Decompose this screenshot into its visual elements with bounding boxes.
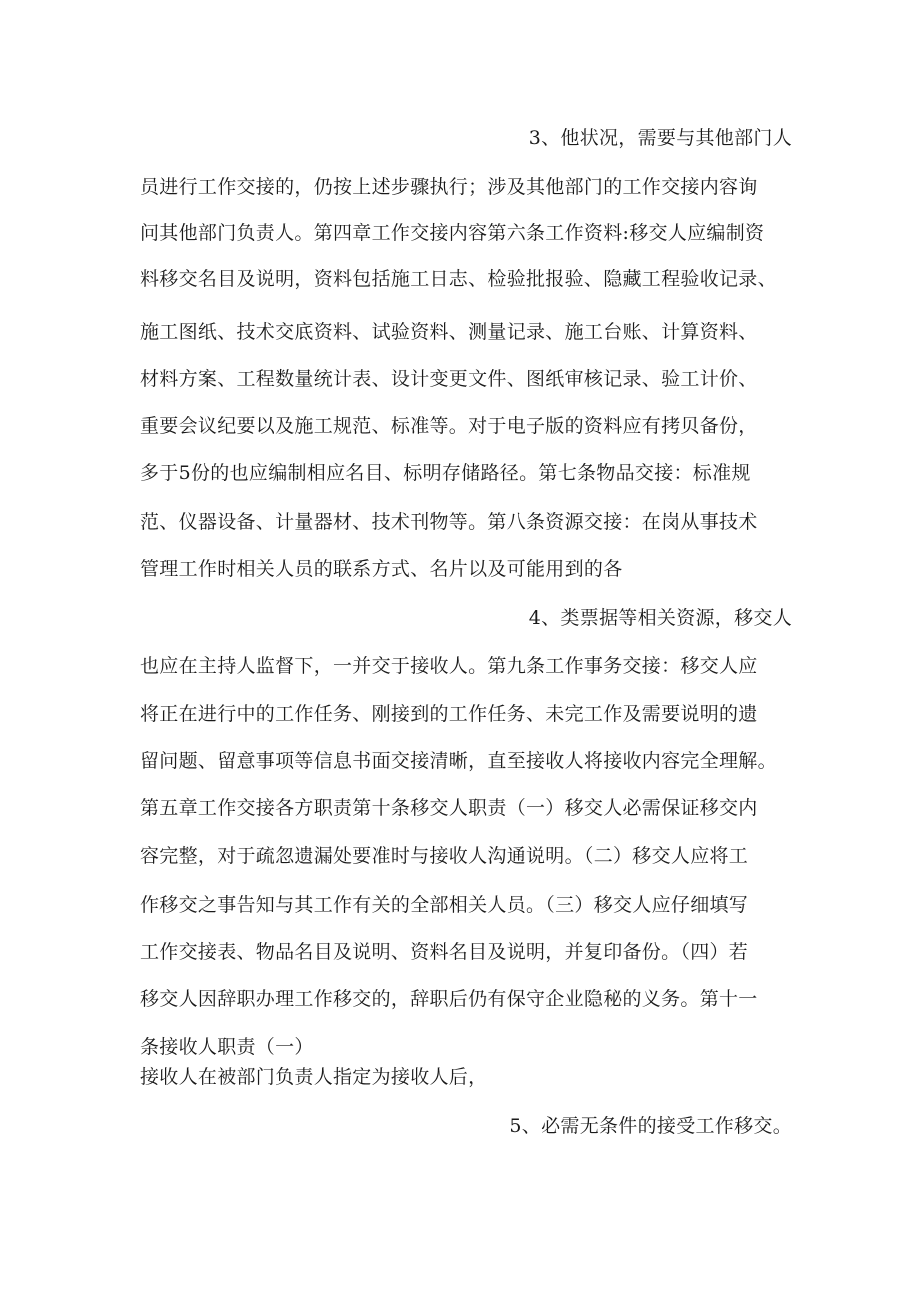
paragraph-3-heading: 3、他状况，需要与其他部门人 [528,127,792,149]
text-line: 重要会议纪要以及施工规范、标准等。对于电子版的资料应有拷贝备份， [140,415,758,437]
text-line: 也应在主持人监督下，一并交于接收人。第九条工作事务交接：移交人应 [140,655,758,677]
text-line: 范、仪器设备、计量器材、技术刊物等。第八条资源交接：在岗从事技术 [140,511,758,533]
text-line: 工作交接表、物品名目及说明、资料名目及说明，并复印备份。（四）若 [140,941,749,963]
text-line: 施工图纸、技术交底资料、试验资料、测量记录、施工台账、计算资料、 [140,321,758,343]
text-line: 第五章工作交接各方职责第十条移交人职责（一）移交人必需保证移交内 [140,797,758,819]
text-line: 将正在进行中的工作任务、刚接到的工作任务、未完工作及需要说明的遗 [140,703,758,725]
text-line: 移交人因辞职办理工作移交的，辞职后仍有保守企业隐秘的义务。第十一 [140,988,758,1010]
text-line: 多于5份的也应编制相应名目、标明存储路径。第七条物品交接：标准规 [140,462,751,484]
paragraph-5-heading: 5、必需无条件的接受工作移交。 [509,1115,792,1137]
paragraph-4-heading: 4、类票据等相关资源，移交人 [528,607,792,629]
text-line: 问其他部门负责人。第四章工作交接内容第六条工作资料:移交人应编制资 [140,222,765,244]
text-line: 容完整，对于疏忽遗漏处要准时与接收人沟通说明。（二）移交人应将工 [140,845,749,867]
text-line: 留问题、留意事项等信息书面交接清晰，直至接收人将接收内容完全理解。 [140,750,777,772]
text-line: 管理工作时相关人员的联系方式、名片以及可能用到的各 [140,558,623,580]
text-line: 作移交之事告知与其工作有关的全部相关人员。（三）移交人应仔细填写 [140,894,749,916]
text-line: 材料方案、工程数量统计表、设计变更文件、图纸审核记录、验工计价、 [140,368,758,390]
text-line: 料移交名目及说明，资料包括施工日志、检验批报验、隐藏工程验收记录、 [140,268,777,290]
text-line: 员进行工作交接的，仍按上述步骤执行；涉及其他部门的工作交接内容询 [140,176,758,198]
text-line: 接收人在被部门负责人指定为接收人后， [140,1066,488,1088]
text-line: 条接收人职责（一） [140,1036,314,1058]
